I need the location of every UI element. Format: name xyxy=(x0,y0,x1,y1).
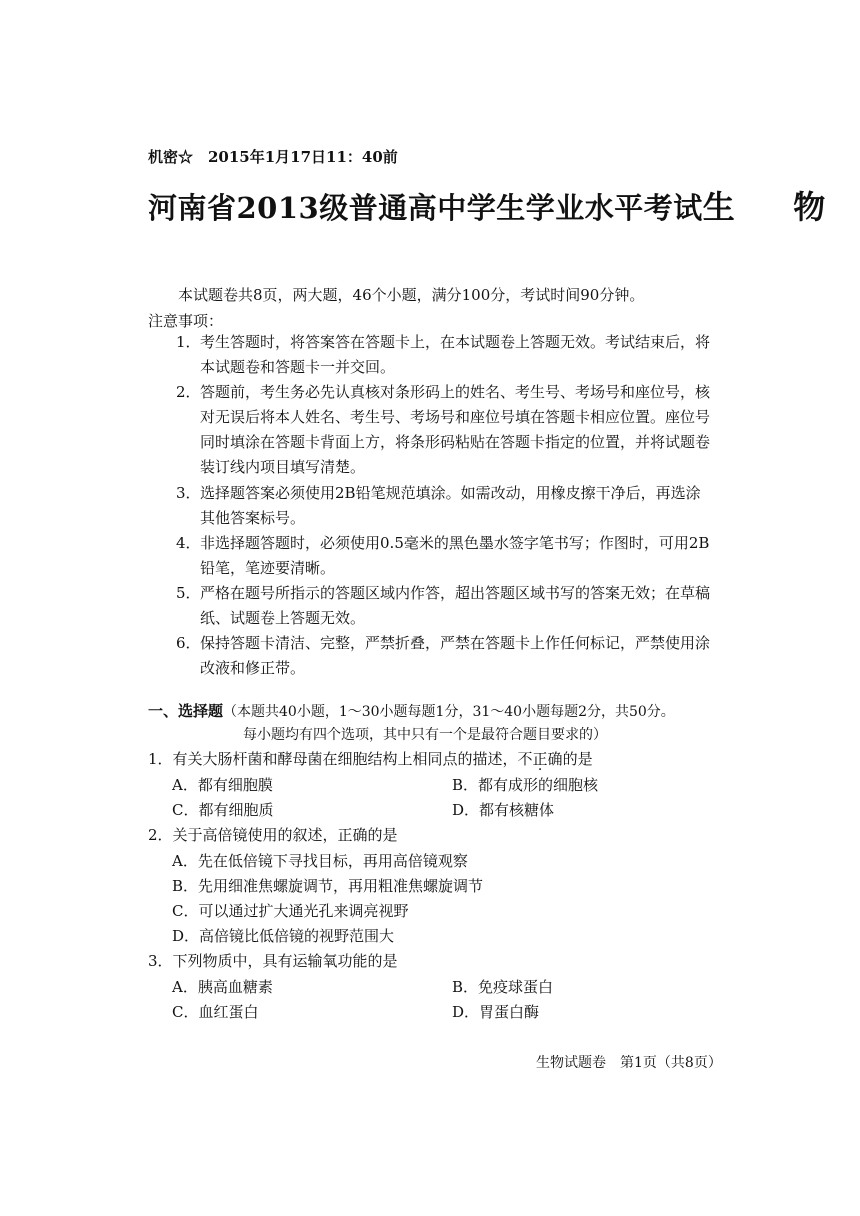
option-b: B．都有成形的细胞核 xyxy=(452,776,599,794)
option-d: D．胃蛋白酶 xyxy=(452,1003,540,1021)
notice-heading: 注意事项： xyxy=(148,312,224,330)
notice-text: 答题前，考生务必先认真核对条形码上的姓名、考生号、考场号和座位号，核 xyxy=(200,383,711,401)
question-stem: 2．关于高倍镜使用的叙述，正确的是 xyxy=(148,826,398,844)
notice-number: 4． xyxy=(176,534,201,552)
notice-item xyxy=(176,380,716,480)
notice-item xyxy=(176,581,716,631)
notice-text: 改液和修正带。 xyxy=(200,659,306,677)
confidential-line: 机密☆ 2015年1月17日11：40前 xyxy=(148,148,398,166)
question-text: 的是 xyxy=(562,750,593,768)
intro-text: 本试题卷共8页，两大题，46个小题，满分100分，考试时间90分钟。 xyxy=(178,286,645,304)
option-c: C．都有细胞质 xyxy=(172,801,274,819)
question-text: 1．有关大肠杆菌和酵母菌在细胞结构上相同点的描述， xyxy=(148,750,518,768)
notice-item xyxy=(176,531,716,581)
notice-text: 装订线内项目填写清楚。 xyxy=(200,458,366,476)
section-title: 一、选择题 xyxy=(148,702,224,720)
page-footer: 生物试题卷 第1页（共8页） xyxy=(536,1055,722,1071)
exam-title xyxy=(148,182,826,228)
title-subject-1: 生 xyxy=(702,188,736,226)
notice-number: 5． xyxy=(176,584,201,602)
notice-number: 6． xyxy=(176,634,201,652)
notice-text: 严格在题号所指示的答题区域内作答，超出答题区域书写的答案无效；在草稿 xyxy=(200,584,711,602)
question-stem xyxy=(148,748,593,769)
option-a: A．先在低倍镜下寻找目标，再用高倍镜观察 xyxy=(172,852,468,870)
notice-number: 2． xyxy=(176,383,201,401)
option-c: C．血红蛋白 xyxy=(172,1003,259,1021)
option-b: B．先用细准焦螺旋调节，再用粗准焦螺旋调节 xyxy=(172,877,484,895)
section-note-continued: 每小题均有四个选项，其中只有一个是最符合题目要求的） xyxy=(243,727,607,743)
notice-number: 3． xyxy=(176,484,201,502)
notice-text: 纸、试题卷上答题无效。 xyxy=(200,609,366,627)
notice-text: 保持答题卡清洁、完整，严禁折叠，严禁在答题卡上作任何标记，严禁使用涂 xyxy=(200,634,711,652)
emphasized-text: 不正确 xyxy=(517,750,563,768)
notice-text: 同时填涂在答题卡背面上方，将条形码粘贴在答题卡指定的位置，并将试题卷 xyxy=(200,433,711,451)
notice-text: 非选择题答题时，必须使用0.5毫米的黑色墨水签字笔书写；作图时，可用2B xyxy=(200,534,710,552)
option-a: A．都有细胞膜 xyxy=(172,776,273,794)
notice-text: 对无误后将本人姓名、考生号、考场号和座位号填在答题卡相应位置。座位号 xyxy=(200,408,711,426)
question-stem: 3．下列物质中，具有运输氧功能的是 xyxy=(148,952,398,970)
option-d: D．都有核糖体 xyxy=(452,801,555,819)
notice-text: 考生答题时，将答案答在答题卡上，在本试题卷上答题无效。考试结束后，将 xyxy=(200,333,711,351)
option-a: A．胰高血糖素 xyxy=(172,978,273,996)
notice-number: 1． xyxy=(176,333,201,351)
option-b: B．免疫球蛋白 xyxy=(452,978,554,996)
title-main: 河南省2013级普通高中学生学业水平考试 xyxy=(148,191,703,225)
option-c: C．可以通过扩大通光孔来调亮视野 xyxy=(172,902,409,920)
notice-text: 铅笔，笔迹要清晰。 xyxy=(200,559,336,577)
title-subject-2: 物 xyxy=(793,188,826,226)
notice-item xyxy=(176,330,716,380)
section-note: （本题共40小题，1～30小题每题1分，31～40小题每题2分，共50分。 xyxy=(223,704,675,720)
notice-item xyxy=(176,481,716,531)
notice-item xyxy=(176,631,716,681)
notice-text: 选择题答案必须使用2B铅笔规范填涂。如需改动，用橡皮擦干净后，再选涂 xyxy=(200,484,701,502)
notice-text: 本试题卷和答题卡一并交回。 xyxy=(200,358,396,376)
section-heading xyxy=(148,700,675,721)
option-d: D．高倍镜比低倍镜的视野范围大 xyxy=(172,927,395,945)
notice-text: 其他答案标号。 xyxy=(200,509,306,527)
